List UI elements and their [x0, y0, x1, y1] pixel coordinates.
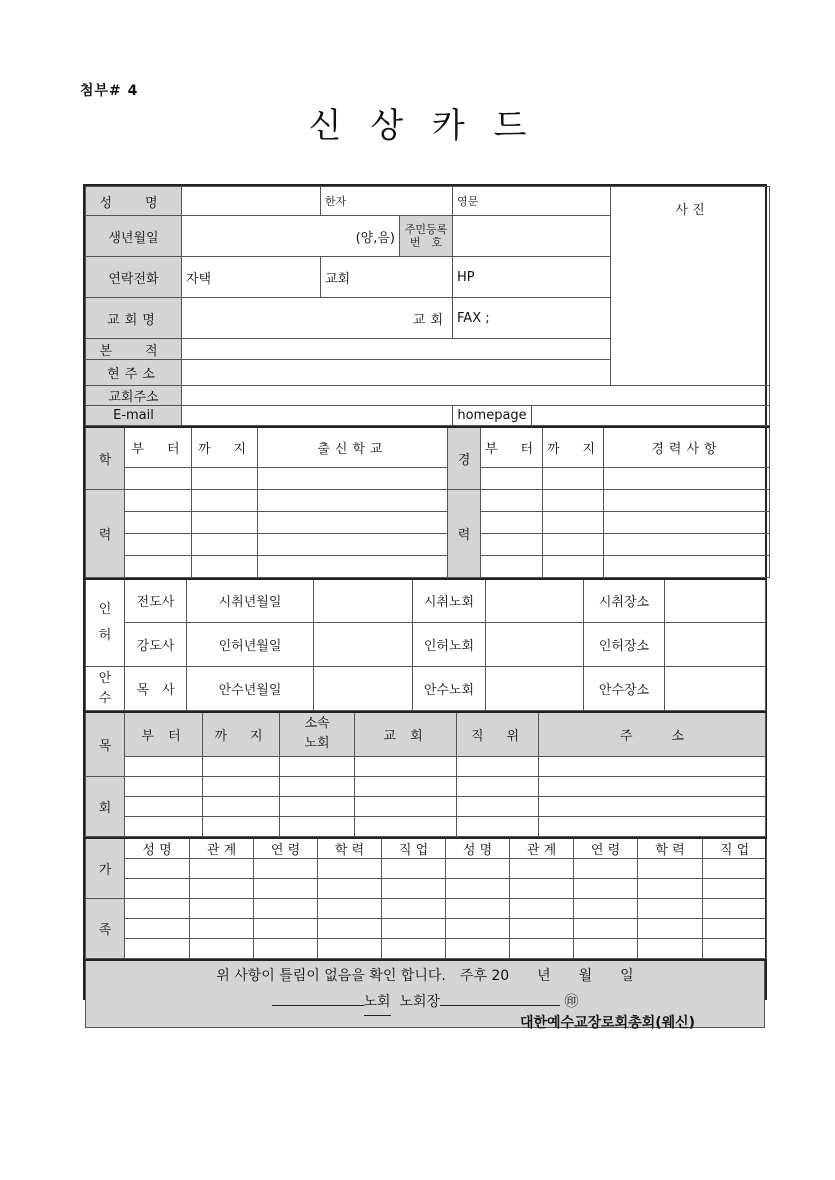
hanja-label: 한자 [325, 194, 347, 208]
license-side: 인 허 [86, 579, 125, 667]
license-date-field-1[interactable] [314, 579, 413, 623]
edu-cell[interactable] [192, 511, 258, 533]
family-cell[interactable] [254, 898, 318, 918]
fax-label: FAX ; [457, 310, 490, 326]
family-table [85, 837, 767, 959]
career-cell[interactable] [604, 533, 770, 555]
family-header-education-2: 학 력 [638, 838, 703, 859]
moderator-blank[interactable] [440, 1005, 560, 1006]
license-body-label-3: 안수노회 [413, 667, 486, 711]
family-cell[interactable] [574, 918, 638, 938]
english-field[interactable] [453, 187, 611, 216]
confirm-statement: 위 사항이 틀림이 없음을 확인 합니다. 주후 20 년 월 일 [216, 967, 634, 984]
education-side-bottom: 력 [86, 489, 125, 577]
family-cell[interactable] [382, 898, 446, 918]
edu-cell[interactable] [125, 555, 192, 577]
family-header-relation-2: 관 계 [510, 838, 574, 859]
home-label: 자택 [186, 271, 212, 287]
church-suffix: 교회 [412, 312, 449, 328]
family-cell[interactable] [190, 938, 254, 958]
license-place-field-3[interactable] [665, 667, 766, 711]
edu-cell[interactable] [258, 511, 448, 533]
family-cell[interactable] [190, 858, 254, 878]
family-cell[interactable] [318, 938, 382, 958]
edu-cell[interactable] [258, 489, 448, 511]
family-cell[interactable] [446, 898, 510, 918]
family-cell[interactable] [703, 898, 767, 918]
presbytery-label: 노회 [364, 989, 391, 1016]
edu-cell[interactable] [125, 467, 192, 489]
email-field[interactable] [182, 406, 453, 426]
family-cell[interactable] [125, 898, 190, 918]
hometown-label: 본 적 [86, 339, 182, 360]
ministry-address-header: 주 소 [539, 712, 766, 756]
family-cell[interactable] [703, 918, 767, 938]
form-frame [83, 184, 767, 1010]
church-name-label: 교회명 [86, 298, 182, 339]
church-address-label: 교회주소 [86, 386, 182, 406]
hanja-field[interactable] [321, 187, 453, 216]
ministry-cell[interactable] [203, 816, 280, 836]
family-side-top: 가 [86, 838, 125, 899]
edu-cell[interactable] [125, 489, 192, 511]
license-role-3: 목 사 [125, 667, 187, 711]
ministry-cell[interactable] [457, 776, 539, 796]
family-cell[interactable] [574, 938, 638, 958]
career-cell[interactable] [604, 555, 770, 577]
hometown-field[interactable] [182, 339, 611, 360]
ministry-cell[interactable] [280, 816, 355, 836]
license-role-1: 전도사 [125, 579, 187, 623]
ministry-cell[interactable] [355, 776, 457, 796]
family-cell[interactable] [510, 938, 574, 958]
ministry-cell[interactable] [203, 776, 280, 796]
church-address-field[interactable] [182, 386, 770, 406]
family-header-name-1: 성 명 [125, 838, 190, 859]
email-label: E-mail [86, 406, 182, 426]
homepage-field[interactable] [532, 406, 770, 426]
license-date-label-2: 인허년월일 [187, 623, 314, 667]
home-phone-field[interactable] [182, 257, 321, 298]
family-cell[interactable] [703, 878, 767, 898]
fax-field[interactable] [453, 298, 611, 339]
family-cell[interactable] [703, 858, 767, 878]
license-role-2: 강도사 [125, 623, 187, 667]
family-cell[interactable] [510, 878, 574, 898]
family-cell[interactable] [125, 858, 190, 878]
resident-no-label: 주민등록 번 호 [400, 216, 453, 257]
ministry-cell[interactable] [280, 776, 355, 796]
ministry-from-header: 부 터 [125, 712, 203, 756]
family-cell[interactable] [318, 858, 382, 878]
ministry-cell[interactable] [125, 796, 203, 816]
contact-label: 연락전화 [86, 257, 182, 298]
family-header-relation-1: 관 계 [190, 838, 254, 859]
license-body-label-1: 시취노회 [413, 579, 486, 623]
license-place-field-2[interactable] [665, 623, 766, 667]
ministry-cell[interactable] [355, 816, 457, 836]
ministry-cell[interactable] [125, 816, 203, 836]
family-cell[interactable] [125, 878, 190, 898]
ministry-presbytery-header: 소속 노회 [280, 712, 355, 756]
moderator-label: 노회장 [399, 993, 441, 1010]
family-cell[interactable] [190, 918, 254, 938]
edu-cell[interactable] [192, 555, 258, 577]
family-cell[interactable] [254, 878, 318, 898]
ministry-to-header: 까 지 [203, 712, 280, 756]
career-cell[interactable] [604, 511, 770, 533]
career-side-top: 경 [448, 427, 481, 489]
homepage-label: homepage [453, 406, 532, 426]
family-cell[interactable] [318, 918, 382, 938]
family-header-job-2: 직 업 [703, 838, 767, 859]
license-place-label-2: 인허장소 [584, 623, 665, 667]
edu-cell[interactable] [192, 467, 258, 489]
family-cell[interactable] [446, 918, 510, 938]
career-cell[interactable] [543, 555, 604, 577]
license-place-label-1: 시취장소 [584, 579, 665, 623]
career-desc-header: 경력사항 [604, 427, 770, 467]
license-body-label-2: 인허노회 [413, 623, 486, 667]
church-name-field[interactable] [182, 298, 453, 339]
license-date-field-3[interactable] [314, 667, 413, 711]
career-cell[interactable] [481, 467, 543, 489]
attachment-label: 첨부# 4 [80, 83, 139, 99]
family-cell[interactable] [446, 878, 510, 898]
hp-field[interactable] [453, 257, 611, 298]
family-cell[interactable] [382, 938, 446, 958]
edu-cell[interactable] [125, 511, 192, 533]
photo-box[interactable] [611, 187, 770, 386]
birth-label: 생년월일 [86, 216, 182, 257]
family-header-age-1: 연 령 [254, 838, 318, 859]
license-place-field-1[interactable] [665, 579, 766, 623]
family-header-job-1: 직 업 [382, 838, 446, 859]
career-cell[interactable] [543, 533, 604, 555]
ministry-cell[interactable] [457, 796, 539, 816]
license-date-label-3: 안수년월일 [187, 667, 314, 711]
family-cell[interactable] [190, 878, 254, 898]
ministry-cell[interactable] [280, 756, 355, 776]
family-cell[interactable] [125, 938, 190, 958]
career-to-header: 까 지 [543, 427, 604, 467]
ministry-cell[interactable] [125, 776, 203, 796]
career-cell[interactable] [543, 467, 604, 489]
family-side-bottom: 족 [86, 898, 125, 958]
family-cell[interactable] [638, 878, 703, 898]
career-cell[interactable] [604, 467, 770, 489]
family-cell[interactable] [382, 858, 446, 878]
ministry-cell[interactable] [125, 756, 203, 776]
family-cell[interactable] [510, 858, 574, 878]
family-header-age-2: 연 령 [574, 838, 638, 859]
basic-info-table [85, 186, 770, 426]
career-from-header: 부 터 [481, 427, 543, 467]
calendar-label: (양,음) [355, 230, 395, 246]
education-side-top: 학 [86, 427, 125, 489]
resident-no-field[interactable] [453, 216, 611, 257]
family-cell[interactable] [638, 898, 703, 918]
career-cell[interactable] [481, 533, 543, 555]
family-cell[interactable] [574, 878, 638, 898]
hp-label: HP [457, 269, 475, 285]
family-cell[interactable] [125, 918, 190, 938]
family-cell[interactable] [318, 898, 382, 918]
family-cell[interactable] [638, 858, 703, 878]
edu-cell[interactable] [192, 533, 258, 555]
ministry-cell[interactable] [203, 756, 280, 776]
family-cell[interactable] [254, 858, 318, 878]
page-title: 신 상 카 드 [308, 106, 527, 146]
ministry-side-top: 목 [86, 712, 125, 776]
family-cell[interactable] [638, 918, 703, 938]
ministry-cell[interactable] [355, 756, 457, 776]
education-table [85, 426, 770, 578]
family-header-education-1: 학 력 [318, 838, 382, 859]
ministry-cell[interactable] [355, 796, 457, 816]
license-date-field-2[interactable] [314, 623, 413, 667]
family-cell[interactable] [254, 938, 318, 958]
ministry-cell[interactable] [539, 816, 766, 836]
edu-to-header: 까 지 [192, 427, 258, 467]
ministry-cell[interactable] [457, 756, 539, 776]
family-cell[interactable] [446, 938, 510, 958]
ministry-church-header: 교 회 [355, 712, 457, 756]
presbytery-blank[interactable] [272, 1005, 364, 1006]
career-cell[interactable] [481, 511, 543, 533]
edu-cell[interactable] [125, 533, 192, 555]
edu-cell[interactable] [258, 555, 448, 577]
organization-footer: 대한예수교장로회총회(웨신) [520, 1015, 696, 1031]
edu-cell[interactable] [258, 533, 448, 555]
family-cell[interactable] [190, 898, 254, 918]
address-label: 현주소 [86, 360, 182, 386]
career-cell[interactable] [604, 489, 770, 511]
career-cell[interactable] [481, 555, 543, 577]
family-cell[interactable] [510, 918, 574, 938]
english-label: 영문 [457, 194, 479, 208]
license-body-field-1[interactable] [486, 579, 584, 623]
ministry-side-bottom: 회 [86, 776, 125, 836]
photo-label: 사 진 [675, 203, 705, 218]
edu-cell[interactable] [258, 467, 448, 489]
ministry-cell[interactable] [457, 816, 539, 836]
address-field[interactable] [182, 360, 611, 386]
license-body-field-2[interactable] [486, 623, 584, 667]
license-body-field-3[interactable] [486, 667, 584, 711]
name-field[interactable] [182, 187, 321, 216]
career-side-bottom: 력 [448, 489, 481, 577]
family-cell[interactable] [703, 938, 767, 958]
family-cell[interactable] [638, 938, 703, 958]
ministry-cell[interactable] [203, 796, 280, 816]
edu-cell[interactable] [192, 489, 258, 511]
birth-field[interactable] [182, 216, 400, 257]
family-cell[interactable] [318, 878, 382, 898]
career-cell[interactable] [543, 489, 604, 511]
family-cell[interactable] [574, 898, 638, 918]
family-cell[interactable] [382, 918, 446, 938]
family-cell[interactable] [382, 878, 446, 898]
family-cell[interactable] [254, 918, 318, 938]
family-cell[interactable] [574, 858, 638, 878]
ministry-table [85, 711, 766, 837]
name-label: 성 명 [86, 187, 182, 216]
family-cell[interactable] [446, 858, 510, 878]
seal-mark: ㊞ [564, 993, 579, 1010]
edu-from-header: 부 터 [125, 427, 192, 467]
ministry-cell[interactable] [539, 796, 766, 816]
ministry-cell[interactable] [539, 756, 766, 776]
church-phone-label: 교회 [325, 271, 351, 287]
license-place-label-3: 안수장소 [584, 667, 665, 711]
ministry-position-header: 직 위 [457, 712, 539, 756]
career-cell[interactable] [481, 489, 543, 511]
license-date-label-1: 시취년월일 [187, 579, 314, 623]
family-header-name-2: 성 명 [446, 838, 510, 859]
ministry-cell[interactable] [280, 796, 355, 816]
church-phone-field[interactable] [321, 257, 453, 298]
edu-school-header: 출신학교 [258, 427, 448, 467]
license-table [85, 578, 766, 712]
ministry-cell[interactable] [539, 776, 766, 796]
family-cell[interactable] [510, 898, 574, 918]
ordination-side: 안 수 [86, 667, 125, 711]
career-cell[interactable] [543, 511, 604, 533]
